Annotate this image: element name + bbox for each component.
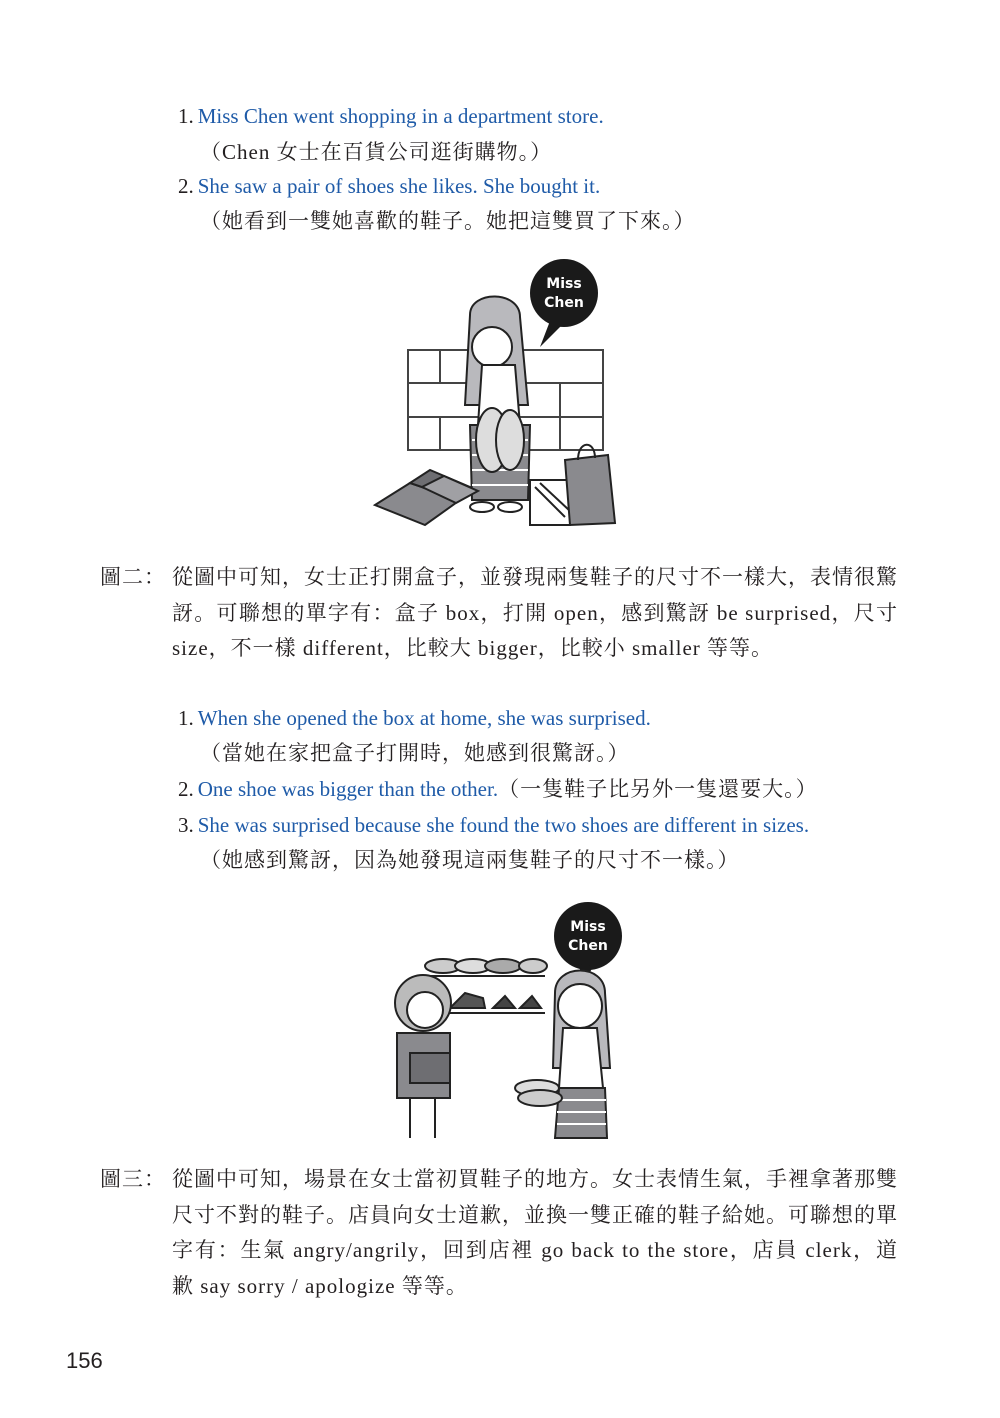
paragraph-figure-3 [100, 1162, 900, 1307]
shopping-bags-illustration [530, 445, 615, 525]
sentence-2-zh: （她看到一雙她喜歡的鞋子。她把這雙買了下來。） [200, 209, 696, 233]
sentence-5-zh: （她感到驚訝，因為她發現這兩隻鞋子的尺寸不一樣。） [200, 848, 740, 872]
page-number: 156 [66, 1348, 103, 1373]
girl-figure [465, 296, 530, 512]
shoe-box-illustration [375, 470, 478, 525]
speech-bubble [530, 259, 598, 347]
sentence-1-zh: （Chen 女士在百貨公司逛街購物。） [200, 140, 553, 164]
item-number: 1. [178, 706, 194, 730]
figure-label: 圖二： [100, 565, 166, 589]
english-sentence: Miss Chen went shopping in a department store. [197, 104, 604, 128]
bubble-text-miss: Miss [546, 276, 582, 292]
bubble-text-miss: Miss [570, 919, 606, 935]
paragraph-body: 從圖中可知，女士正打開盒子，並發現兩隻鞋子的尺寸不一樣大，表情很驚訝。可聯想的單字有：盒子 box，打開 open，感到驚訝 be surprised，尺寸 size，不一樣 different，比較大 bigger，比較小 smaller 等等。 [172, 565, 898, 660]
sentence-3-en [178, 704, 651, 732]
girl-figure [515, 971, 610, 1139]
english-sentence: She was surprised because she found the two shoes are different in sizes. [197, 813, 810, 837]
english-sentence: She saw a pair of shoes she likes. She bought it. [197, 174, 601, 198]
bubble-text-chen: Chen [544, 295, 584, 311]
item-number: 3. [178, 813, 194, 837]
paragraph-figure-2 [100, 560, 900, 705]
english-sentence: When she opened the box at home, she was surprised. [197, 706, 651, 730]
paragraph-body: 從圖中可知，場景在女士當初買鞋子的地方。女士表情生氣，手裡拿著那雙尺寸不對的鞋子。店員向女士道歉，並換一雙正確的鞋子給她。可聯想的單字有：生氣 angry/angrily，回到店裡 go back to the store，店員 clerk，道歉 say sorry / apologize 等等。 [172, 1167, 898, 1298]
sentence-2-en [178, 172, 600, 200]
item-number: 2. [178, 174, 194, 198]
bubble-text-chen: Chen [568, 938, 608, 954]
sentence-3-zh: （當她在家把盒子打開時，她感到很驚訝。） [200, 741, 630, 765]
english-sentence: One shoe was bigger than the other. [197, 777, 499, 801]
illustration-shoe-store [375, 898, 635, 1143]
chinese-translation: （一隻鞋子比另外一隻還要大。） [498, 777, 818, 801]
sentence-4 [178, 775, 818, 803]
illustration-shoe-box [370, 255, 630, 535]
clerk-figure [395, 975, 451, 1138]
figure-label: 圖三： [100, 1167, 166, 1191]
sentence-5-en [178, 811, 809, 839]
item-number: 2. [178, 777, 194, 801]
item-number: 1. [178, 104, 194, 128]
sentence-1-en [178, 102, 604, 130]
